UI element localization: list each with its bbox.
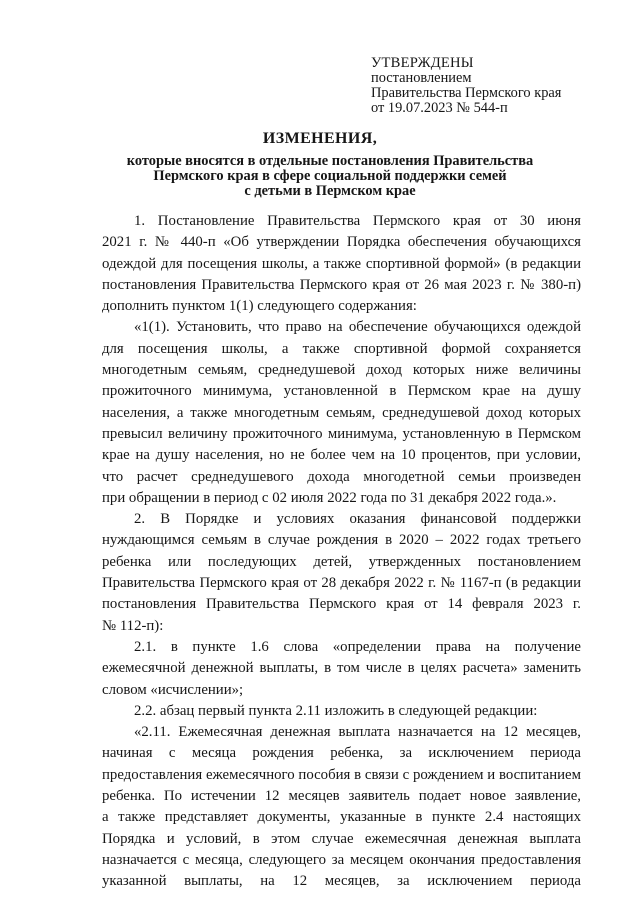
body-line: предоставления ежемесячного пособия в связи с рождением и воспитанием xyxy=(102,766,581,783)
document-body xyxy=(102,211,581,893)
body-line: многодетным семьям, среднедушевой доход которых ниже величины xyxy=(102,362,581,379)
body-line: ребенка. По истечении 12 месяцев заявитель подает новое заявление, xyxy=(102,788,581,805)
body-line: одеждой для посещения школы, а также спортивной формой» (в редакции xyxy=(102,255,581,272)
subtitle-line: Пермского края в сфере социальной поддержки семей xyxy=(153,168,507,184)
body-line: 2. В Порядке и условиях оказания финансовой поддержки xyxy=(134,511,581,528)
body-line: превысил величину прожиточного минимума, установленную в Пермском xyxy=(102,425,581,442)
body-line: Порядка и условий, в этом случае ежемесячная денежная выплата xyxy=(102,830,581,847)
body-line: № 112-п): xyxy=(102,617,164,634)
body-line: крае на душу населения, но не более чем на 10 процентов, при условии, xyxy=(102,447,581,464)
body-line: дополнить пунктом 1(1) следующего содержания: xyxy=(102,298,417,315)
body-line: «1(1). Установить, что право на обеспечение обучающихся одеждой xyxy=(134,319,581,336)
body-line: нуждающимся семьям в случае рождения в 2020 – 2022 годах третьего xyxy=(102,532,581,549)
body-line: при обращении в период с 02 июля 2022 года по 31 декабря 2022 года.». xyxy=(102,489,557,506)
body-line: начиная с месяца рождения ребенка, за исключением периода xyxy=(102,745,581,762)
body-line: назначается с месяца, следующего за месяцем окончания предоставления xyxy=(102,851,581,868)
body-line: что расчет среднедушевого дохода многодетной семьи произведен xyxy=(102,468,581,485)
body-line: для посещения школы, а также спортивной формой сохраняется xyxy=(102,340,581,357)
approval-line: УТВЕРЖДЕНЫ xyxy=(371,55,474,71)
body-line: 2021 г. № 440-п «Об утверждении Порядка обеспечения обучающихся xyxy=(102,234,581,251)
subtitle-line: с детьми в Пермском крае xyxy=(244,183,416,199)
body-line: ежемесячной денежной выплаты, в том числе в целях расчета» заменить xyxy=(102,660,581,677)
subtitle-line: которые вносятся в отдельные постановления Правительства xyxy=(126,153,534,169)
body-line: 2.2. абзац первый пункта 2.11 изложить в следующей редакции: xyxy=(134,702,538,719)
body-line: указанной выплаты, на 12 месяцев, за исключением периода xyxy=(102,873,581,890)
body-line: 2.1. в пункте 1.6 слова «определении права на получение xyxy=(134,638,581,655)
approval-line: Правительства Пермского края xyxy=(371,85,562,101)
body-line: постановления Правительства Пермского края от 26 мая 2023 г. № 380-п) xyxy=(102,276,581,293)
approval-line: от 19.07.2023 № 544-п xyxy=(371,100,508,116)
approval-line: постановлением xyxy=(371,70,472,86)
approval-stamp xyxy=(371,56,561,116)
document-title: ИЗМЕНЕНИЯ, xyxy=(262,130,378,147)
body-line: «2.11. Ежемесячная денежная выплата назначается на 12 месяцев, xyxy=(134,724,581,741)
body-line: словом «исчислении»; xyxy=(102,681,244,698)
body-line: населения, а также многодетным семьям, среднедушевой доход которых xyxy=(102,404,581,421)
body-line: 1. Постановление Правительства Пермского края от 30 июня xyxy=(134,213,581,229)
body-line: прожиточного минимума, установленной в Пермском крае на душу xyxy=(102,383,581,400)
document-subtitle xyxy=(100,154,560,199)
body-line: а также представляет документы, указанные в пункте 2.4 настоящих xyxy=(102,809,581,826)
body-line: постановления Правительства Пермского края от 14 февраля 2023 г. xyxy=(102,596,581,613)
body-line: ребенка или последующих детей, утвержденных постановлением xyxy=(102,553,581,570)
body-line: Правительства Пермского края от 28 декабря 2022 г. № 1167-п (в редакции xyxy=(102,575,581,592)
